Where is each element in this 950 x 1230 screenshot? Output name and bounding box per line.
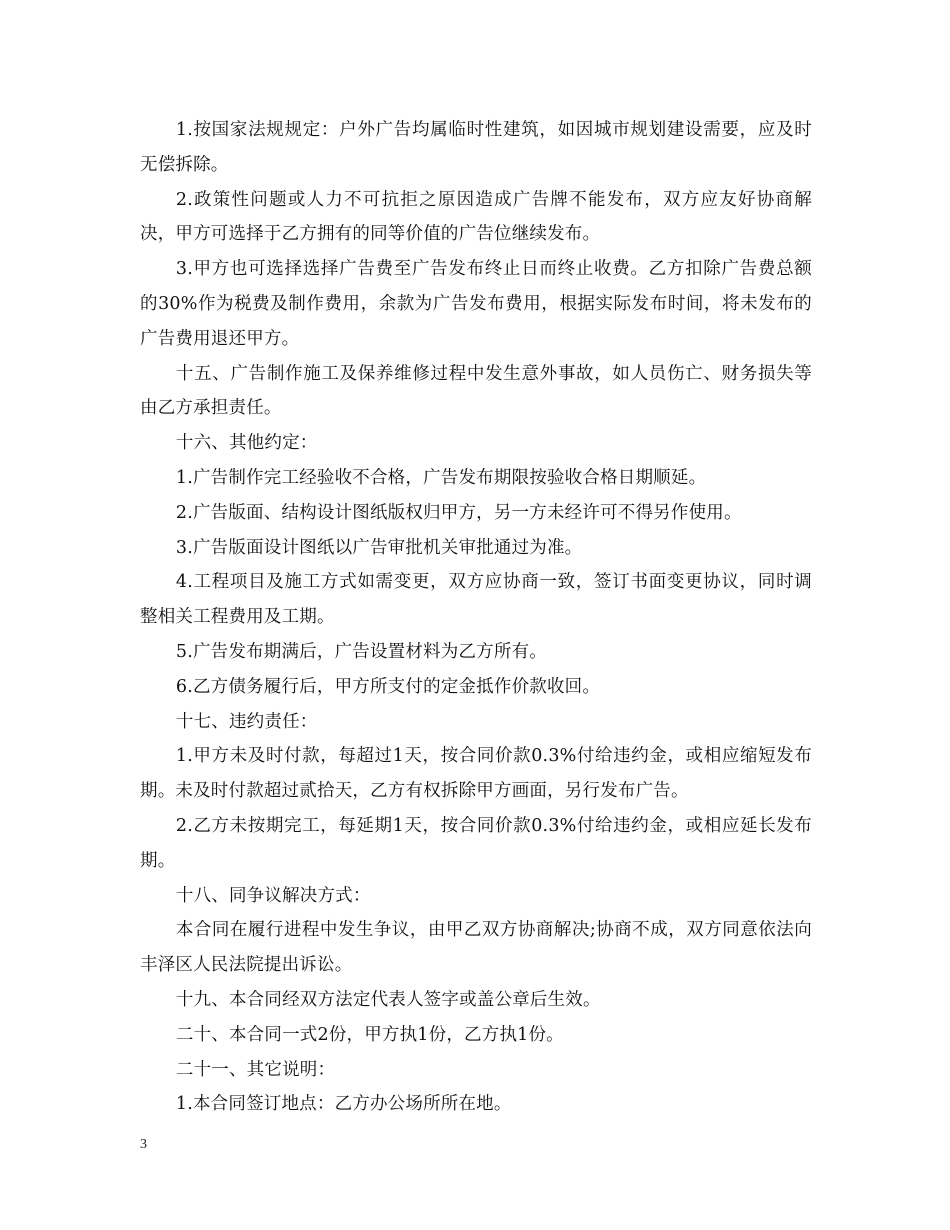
paragraph: 1.广告制作完工经验收不合格，广告发布期限按验收合格日期顺延。: [175, 467, 707, 488]
paragraph: 二十、本合同一式2份，甲方执1份，乙方执1份。: [175, 1024, 564, 1045]
paragraph: 3.广告版面设计图纸以广告审批机关审批通过为准。: [175, 537, 583, 558]
paragraph: 1.按国家法规规定：户外广告均属临时性建筑，如因城市规划建设需要，应及时无偿拆除。: [140, 120, 812, 175]
paragraph: 4.工程项目及施工方式如需变更，双方应协商一致，签订书面变更协议，同时调整相关工程费用及工期。: [140, 572, 812, 628]
paragraph: 3.甲方也可选择选择广告费至广告发布终止日而终止收费。乙方扣除广告费总额的30%作为税费及制作费用，余款为广告发布费用，根据实际发布时间，将未发布的广告费用退还甲方。: [140, 259, 812, 349]
page-number: 3: [140, 1137, 147, 1152]
paragraph: 十五、广告制作施工及保养维修过程中发生意外事故，如人员伤亡、财务损失等由乙方承担责任。: [140, 363, 812, 419]
paragraph: 本合同在履行进程中发生争议，由甲乙双方协商解决;协商不成，双方同意依法向丰泽区人民法院提出诉讼。: [140, 920, 812, 976]
section-heading: 二十一、其它说明：: [175, 1059, 336, 1080]
section-heading: 十八、同争议解决方式：: [175, 885, 371, 906]
paragraph: 6.乙方债务履行后，甲方所支付的定金抵作价款收回。: [175, 676, 601, 697]
paragraph: 5.广告发布期满后，广告设置材料为乙方所有。: [175, 641, 547, 662]
section-heading: 十六、其他约定：: [175, 433, 318, 454]
paragraph: 2.政策性问题或人力不可抗拒之原因造成广告牌不能发布，双方应友好协商解决，甲方可选择于乙方拥有的同等价值的广告位继续发布。: [140, 189, 812, 245]
paragraph: 2.乙方未按期完工，每延期1天，按合同价款0.3%付给违约金，或相应延长发布期。: [140, 815, 812, 871]
paragraph: 2.广告版面、结构设计图纸版权归甲方，另一方未经许可不得另作使用。: [175, 502, 742, 523]
paragraph: 十九、本合同经双方法定代表人签字或盖公章后生效。: [175, 989, 601, 1010]
paragraph: 1.甲方未及时付款，每超过1天，按合同价款0.3%付给违约金，或相应缩短发布期。未及时付款超过贰拾天，乙方有权拆除甲方画面，另行发布广告。: [140, 746, 812, 802]
paragraph: 1.本合同签订地点：乙方办公场所所在地。: [175, 1094, 512, 1115]
document-body: [140, 113, 812, 1122]
section-heading: 十七、违约责任：: [175, 711, 318, 732]
